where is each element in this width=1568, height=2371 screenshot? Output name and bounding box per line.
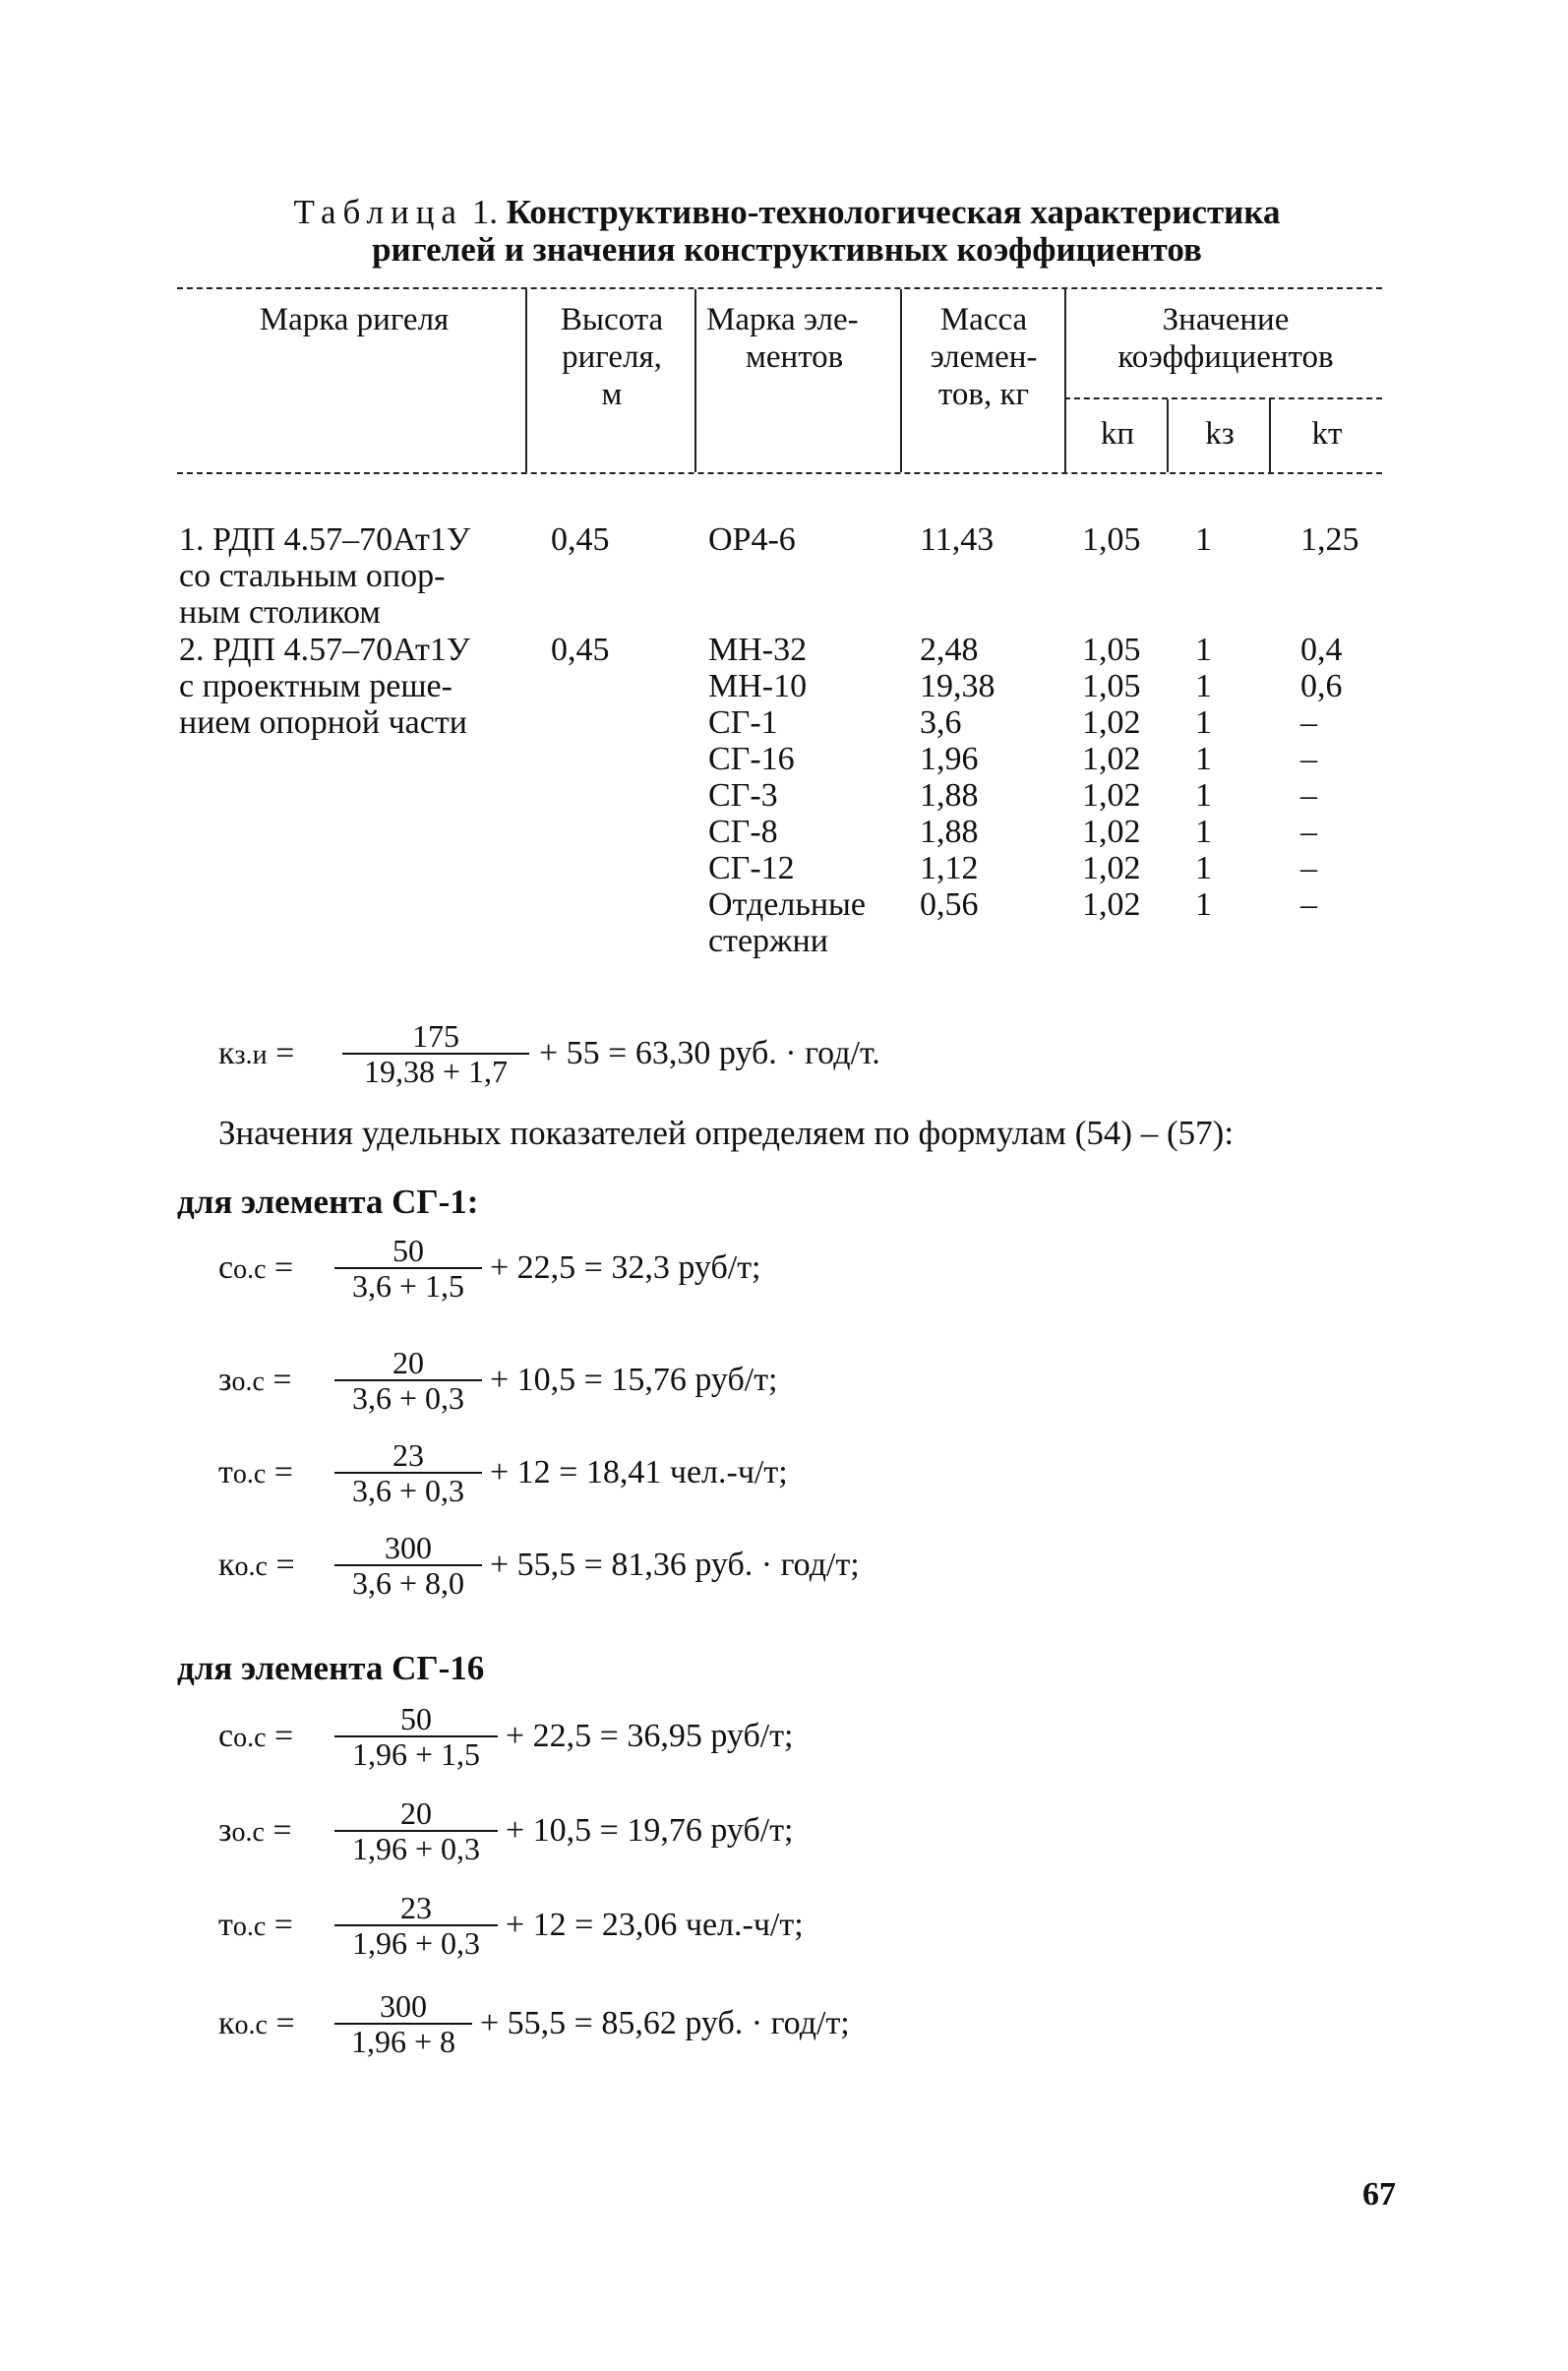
header-kz: kз [1205, 416, 1235, 452]
formula-sg16-c: со.с = $\frac{50}{1,96 + 1,5}$ + 22,5 = 36,95 руб/т; [218, 1701, 794, 1772]
table-row: Отдельные [708, 886, 866, 923]
column-divider [1167, 399, 1169, 472]
table-row: СГ-8 [708, 814, 778, 850]
table-cell: – [1300, 741, 1317, 777]
fraction: $\frac{175}{19,38 + 1,7}$ [342, 1019, 529, 1088]
table-cell: 1,02 [1082, 741, 1141, 777]
table-cell: 1 [1195, 850, 1212, 886]
table-cell: 1 [1195, 668, 1212, 704]
row2-kt [1300, 632, 1343, 923]
table-row: СГ-16 [708, 741, 795, 777]
fraction: $\frac{50}{1,96 + 1,5}$ [334, 1702, 498, 1771]
table-header-rule [177, 472, 1382, 474]
row1-mass: 11,43 [920, 521, 995, 558]
table-cell: 1 [1195, 741, 1212, 777]
header-height: Высота ригеля, м [560, 302, 664, 412]
table-cell: 0,56 [920, 886, 979, 923]
row2-name: 2. РДП 4.57–70Ат1У с проектным реше- нием опорной части [179, 632, 470, 741]
fraction: $\frac{20}{3,6 + 0,3}$ [334, 1346, 482, 1415]
column-divider [694, 289, 696, 472]
formula-sg16-t: то.с = $\frac{23}{1,96 + 0,3}$ + 12 = 23,06 чел.-ч/т; [218, 1890, 804, 1961]
table-cell: 1,12 [920, 850, 979, 886]
header-mark: Марка ригеля [259, 302, 450, 337]
table-caption-line1 [177, 193, 1397, 232]
table-cell: – [1300, 886, 1317, 923]
column-divider [1064, 289, 1066, 472]
table-cell: 1,88 [920, 777, 979, 814]
formula-sg1-k: ко.с = $\frac{300}{3,6 + 8,0}$ + 55,5 = 81,36 руб. · год/т; [218, 1530, 860, 1601]
header-kt: kт [1311, 416, 1343, 452]
column-divider [1269, 399, 1271, 472]
paragraph-specific: Значения удельных показателей определяем по формулам (54) – (57): [218, 1114, 1235, 1152]
formula-kzi: кз.и = $\frac{175}{19,38 + 1,7}$ + 55 = 63,30 руб. · год/т. [218, 1018, 880, 1089]
column-divider [525, 289, 527, 472]
table-cell: 1,02 [1082, 886, 1141, 923]
table-cell: 19,38 [920, 668, 995, 704]
table-title-line1: Конструктивно-технологическая характеристика [506, 193, 1281, 231]
table-cell: 2,48 [920, 632, 979, 668]
header-element: Марка эле- ментов [706, 302, 859, 375]
table-cell: – [1300, 814, 1317, 850]
table-row: СГ-12 [708, 850, 795, 886]
fraction: $\frac{50}{3,6 + 1,5}$ [334, 1234, 482, 1303]
table-cell: – [1300, 777, 1317, 814]
table-number: 1. [471, 193, 498, 231]
heading-sg1: для элемента СГ-1: [177, 1183, 479, 1221]
table-cell: 1,02 [1082, 704, 1141, 741]
coef-subheader-rule [1064, 397, 1382, 399]
row2-height: 0,45 [551, 632, 610, 668]
table-cell: 1,96 [920, 741, 979, 777]
row1-kp: 1,05 [1082, 521, 1141, 558]
table-cell: 3,6 [920, 704, 962, 741]
row2-masses [920, 632, 995, 923]
table-row: СГ-1 [708, 704, 778, 741]
formula-sg16-z: зо.с = $\frac{20}{1,96 + 0,3}$ + 10,5 = 19,76 руб/т; [218, 1795, 794, 1866]
heading-sg16: для элемента СГ-16 [177, 1649, 485, 1687]
fraction: $\frac{300}{3,6 + 8,0}$ [334, 1531, 482, 1600]
fraction: $\frac{23}{1,96 + 0,3}$ [334, 1891, 498, 1960]
row1-element: ОР4-6 [708, 521, 796, 558]
page-number: 67 [1362, 2176, 1396, 2213]
row2-elements [708, 632, 905, 959]
row2-kp [1082, 632, 1141, 923]
table-cell: 0,4 [1300, 632, 1343, 668]
header-coefficients: Значение коэффициентов [1117, 302, 1334, 375]
row1-name: 1. РДП 4.57–70Ат1У со стальным опор- ным столиком [179, 521, 470, 631]
row2-kz [1195, 632, 1212, 923]
formula-sg1-t: то.с = $\frac{23}{3,6 + 0,3}$ + 12 = 18,41 чел.-ч/т; [218, 1437, 788, 1508]
table-top-rule [177, 287, 1382, 289]
table-cell: 1,05 [1082, 632, 1141, 668]
table-cell: 1,88 [920, 814, 979, 850]
table-cell: 1,05 [1082, 668, 1141, 704]
table-row: МН-10 [708, 668, 808, 704]
table-cell: 1 [1195, 814, 1212, 850]
fraction: $\frac{300}{1,96 + 8}$ [334, 1989, 472, 2058]
row1-kz: 1 [1195, 521, 1212, 558]
table-cell: 1 [1195, 886, 1212, 923]
table-cell: 1 [1195, 632, 1212, 668]
fraction: $\frac{23}{3,6 + 0,3}$ [334, 1438, 482, 1507]
header-mass: Масса элемен- тов, кг [930, 302, 1038, 412]
fraction: $\frac{20}{1,96 + 0,3}$ [334, 1796, 498, 1865]
table-cell: – [1300, 704, 1317, 741]
table-cell: 1,02 [1082, 814, 1141, 850]
table-row: стержни [708, 923, 828, 959]
formula-sg16-k: ко.с = $\frac{300}{1,96 + 8}$ + 55,5 = 85,62 руб. · год/т; [218, 1988, 850, 2059]
header-kp: kп [1100, 416, 1135, 452]
formula-sg1-z: зо.с = $\frac{20}{3,6 + 0,3}$ + 10,5 = 15,76 руб/т; [218, 1345, 778, 1416]
table-cell: 1 [1195, 777, 1212, 814]
row1-kt: 1,25 [1300, 521, 1359, 558]
table-title-line2: ригелей и значения конструктивных коэффициентов [372, 230, 1202, 269]
row1-height: 0,45 [551, 521, 610, 558]
table-row: МН-32 [708, 632, 808, 668]
table-label: Таблица [293, 193, 463, 231]
formula-sg1-c: со.с = $\frac{50}{3,6 + 1,5}$ + 22,5 = 32,3 руб/т; [218, 1233, 761, 1304]
table-cell: – [1300, 850, 1317, 886]
table-cell: 1,02 [1082, 850, 1141, 886]
table-cell: 1,02 [1082, 777, 1141, 814]
table-row: СГ-3 [708, 777, 778, 814]
table-cell: 1 [1195, 704, 1212, 741]
table-cell: 0,6 [1300, 668, 1343, 704]
